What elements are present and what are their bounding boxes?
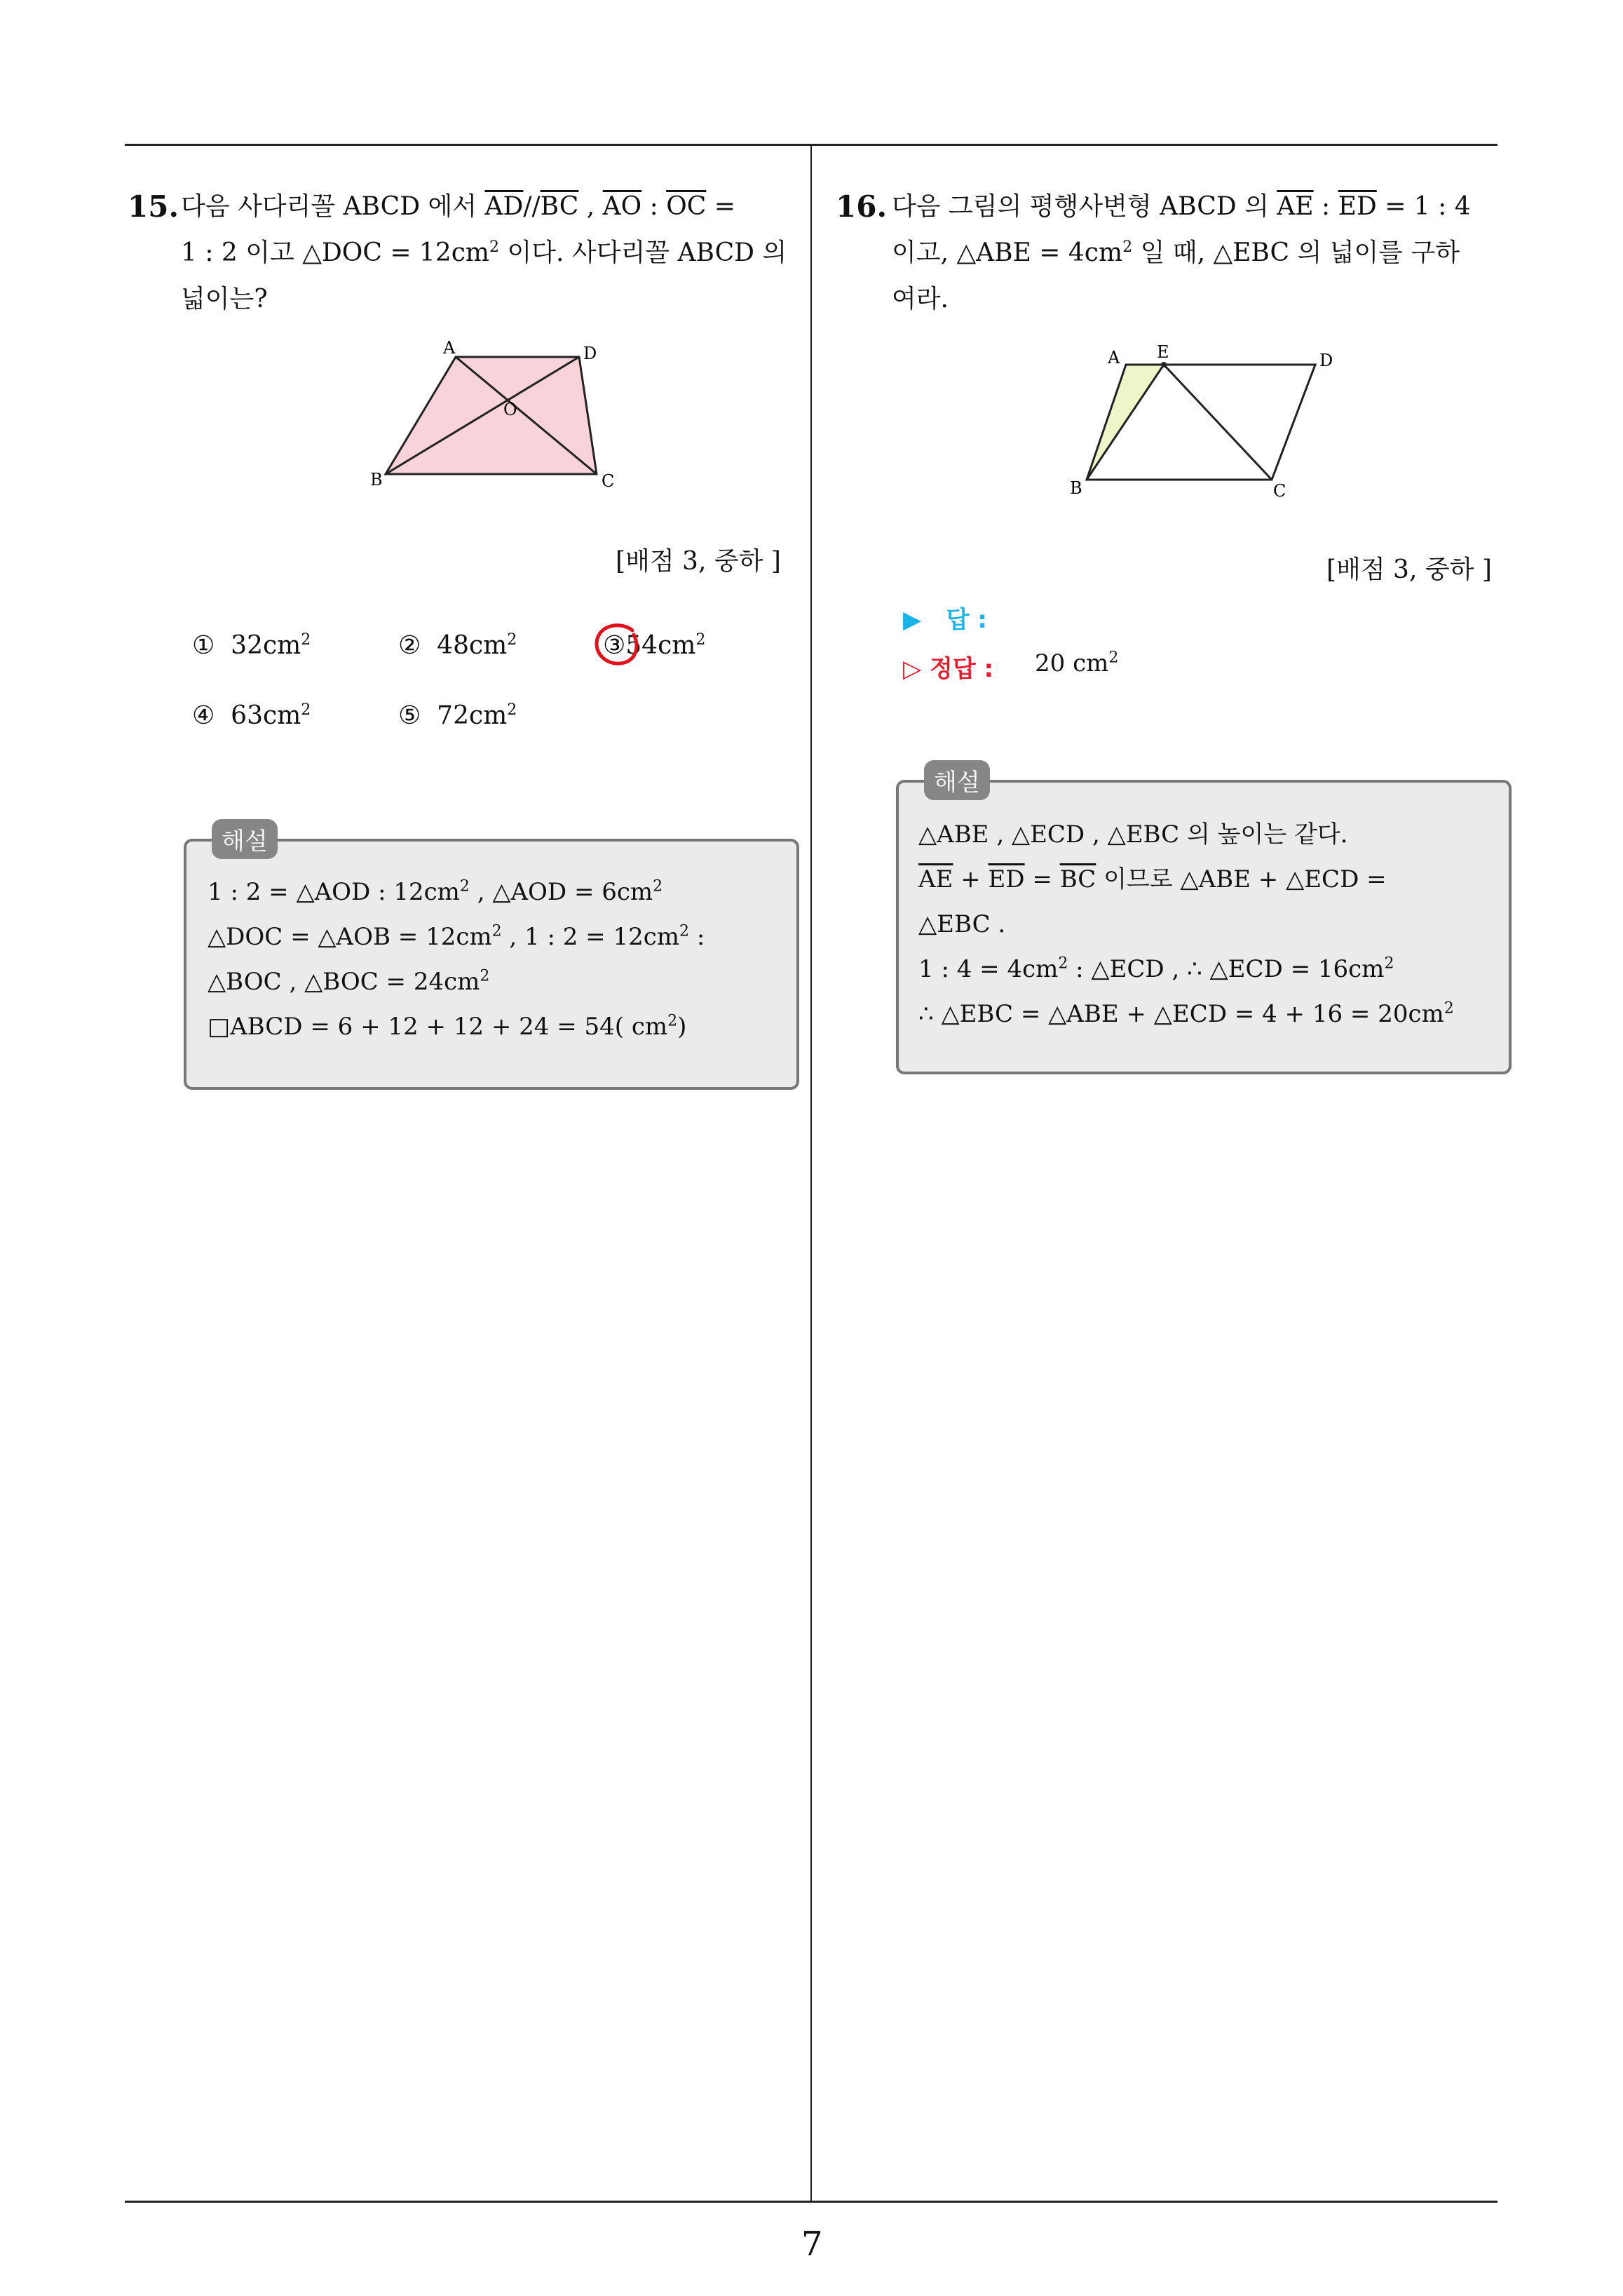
q16-line2-b: 일 때, △EBC 의 넓이를 구하: [1132, 238, 1460, 267]
sup: 2: [507, 701, 517, 719]
q15-score: [배점 3, 중하 ]: [616, 547, 781, 576]
label-d: D: [1319, 351, 1333, 370]
q16-exp-l2-rest: 이므로 △ABE + △ECD =: [1096, 865, 1387, 893]
q16-exp-l4a: 1 : 4 = 4cm: [918, 955, 1059, 983]
sup: 2: [480, 967, 490, 985]
selected-answer-circle-icon: [589, 621, 645, 671]
q16-explanation-text: [918, 812, 1454, 1036]
q16-score: [배점 3, 중하 ]: [1326, 555, 1492, 584]
label-c: C: [602, 471, 615, 491]
sup: 2: [1384, 954, 1394, 973]
choice-4-text: 63cm: [231, 701, 301, 730]
label-c: C: [1273, 481, 1286, 501]
q16-line1-a: 다음 그림의 평행사변형 ABCD 의: [892, 192, 1277, 221]
choice-1[interactable]: [192, 631, 311, 660]
q15-line1-d: :: [641, 192, 667, 221]
q15-line-1: [181, 184, 798, 230]
q16-exp-line-1: △ABE , △ECD , △EBC 의 높이는 같다.: [918, 821, 1348, 849]
sup: 2: [507, 631, 517, 649]
q15-exp-line-1: [208, 870, 705, 914]
choice-4-num: ④: [192, 701, 215, 730]
parallel-sign: //: [523, 192, 541, 221]
q16-line1-c: = 1 : 4: [1376, 192, 1471, 221]
choice-3-num: ③: [603, 631, 626, 660]
trapezoid-abcd: [386, 357, 597, 474]
segment-ed: $\overline{ED}$: [1338, 192, 1377, 221]
q16-exp-line-3: △EBC .: [918, 910, 1006, 938]
q15-line2-a: 1 : 2 이고 △DOC = 12cm: [181, 238, 490, 267]
sup: 2: [1122, 238, 1133, 256]
column-divider: [810, 144, 812, 2202]
segment-oc: $\overline{OC}$: [666, 192, 707, 221]
sup: 2: [301, 631, 311, 649]
plus: +: [953, 865, 989, 893]
trapezoid-figure: [358, 337, 624, 498]
sup: 2: [695, 631, 706, 649]
choice-2-num: ②: [398, 631, 421, 660]
q15-exp-l2a: △DOC = △AOB = 12cm: [208, 923, 492, 951]
correct-answer-row: [903, 649, 993, 684]
segment-ed: $\overline{ED}$: [988, 865, 1025, 893]
q16-exp-l4b: : △ECD , ∴ △ECD = 16cm: [1068, 955, 1385, 983]
q16-line-1: [892, 184, 1509, 230]
question-16-text: [892, 184, 1509, 323]
q16-explanation-tag: 해설: [924, 760, 990, 800]
choice-2[interactable]: [398, 631, 517, 660]
question-16-number: 16.: [836, 189, 888, 224]
label-a: A: [443, 338, 456, 358]
sup: 2: [653, 877, 663, 896]
segment-ae: $\overline{AE}$: [918, 865, 953, 893]
q15-exp-line-2: [208, 914, 705, 959]
sup: 2: [1058, 954, 1068, 973]
q16-line1-b: :: [1313, 192, 1338, 221]
choice-3-text: 54cm: [625, 631, 696, 660]
q15-exp-l1b: , △AOD = 6cm: [469, 878, 653, 906]
q15-explanation-tag: 해설: [212, 819, 278, 859]
q16-line-2: [892, 230, 1509, 276]
q15-exp-l1a: 1 : 2 = △AOD : 12cm: [208, 878, 460, 906]
q15-line1-a: 다음 사다리꼴 ABCD 에서: [181, 192, 485, 221]
segment-ao: $\overline{AO}$: [602, 192, 642, 221]
q15-exp-l2b: , 1 : 2 = 12cm: [501, 923, 680, 951]
sup: 2: [1444, 999, 1454, 1018]
answer-row[interactable]: [903, 600, 987, 635]
question-15-text: [181, 184, 798, 323]
q15-exp-line-3: [208, 959, 705, 1004]
sup: 2: [491, 922, 502, 940]
label-e: E: [1157, 342, 1169, 362]
segment-bc: $\overline{BC}$: [1059, 865, 1096, 893]
choice-5-num: ⑤: [398, 701, 421, 730]
q15-line1-c: ,: [578, 192, 603, 221]
sup: 2: [667, 1012, 678, 1030]
choice-2-text: 48cm: [437, 631, 508, 660]
parallelogram-figure: [1059, 337, 1353, 505]
q15-exp-l3a: △BOC , △BOC = 24cm: [208, 968, 480, 996]
q15-exp-l4a: □ABCD = 6 + 12 + 12 + 24 = 54( cm: [208, 1013, 668, 1041]
sup: 2: [301, 701, 311, 719]
label-d: D: [583, 344, 597, 363]
page-number: 7: [801, 2224, 823, 2264]
q16-exp-line-5: [918, 992, 1454, 1036]
play-arrow-icon: ▶: [903, 606, 922, 634]
q16-line2-a: 이고, △ABE = 4cm: [892, 238, 1123, 267]
sup: 2: [1108, 649, 1119, 667]
q15-exp-l2c: :: [689, 923, 705, 951]
point-e: [1161, 362, 1167, 367]
sup: 2: [679, 922, 690, 940]
q15-line2-b: 이다. 사다리꼴 ABCD 의: [499, 238, 787, 267]
q16-exp-l5a: ∴ △EBC = △ABE + △ECD = 4 + 16 = 20cm: [918, 1000, 1444, 1028]
q16-exp-line-4: [918, 947, 1454, 992]
sup: 2: [459, 877, 470, 896]
label-b: B: [1070, 478, 1082, 498]
segment-bc: $\overline{BC}$: [540, 192, 579, 221]
label-o: O: [503, 400, 517, 419]
choice-1-text: 32cm: [231, 631, 301, 660]
choice-4[interactable]: [192, 701, 311, 730]
q15-exp-line-4: [208, 1004, 705, 1049]
label-a: A: [1108, 348, 1120, 367]
choice-5[interactable]: [398, 701, 517, 730]
outline-arrow-icon: ▷: [903, 655, 922, 683]
answer-label: 답 :: [946, 606, 987, 634]
q15-line-3: 넓이는?: [181, 285, 268, 313]
correct-label: 정답 :: [930, 655, 994, 683]
sup: 2: [489, 238, 500, 256]
q16-line-3: 여라.: [892, 285, 949, 313]
correct-value: [1035, 649, 1118, 677]
correct-value-text: 20 cm: [1035, 649, 1109, 677]
segment-ae: $\overline{AE}$: [1277, 192, 1314, 221]
q15-line-2: [181, 230, 798, 276]
q15-line1-e: =: [706, 192, 735, 221]
q15-explanation-text: [208, 870, 705, 1049]
segment-ec: [1164, 365, 1272, 480]
q16-exp-line-2: [918, 857, 1454, 902]
bottom-rule: [125, 2201, 1498, 2203]
equals: =: [1024, 865, 1060, 893]
q15-exp-l4b: ): [677, 1013, 687, 1041]
choice-5-text: 72cm: [437, 701, 508, 730]
question-15-number: 15.: [128, 189, 179, 224]
segment-ad: $\overline{AD}$: [484, 192, 524, 221]
label-b: B: [370, 470, 383, 489]
choice-1-num: ①: [192, 631, 215, 660]
